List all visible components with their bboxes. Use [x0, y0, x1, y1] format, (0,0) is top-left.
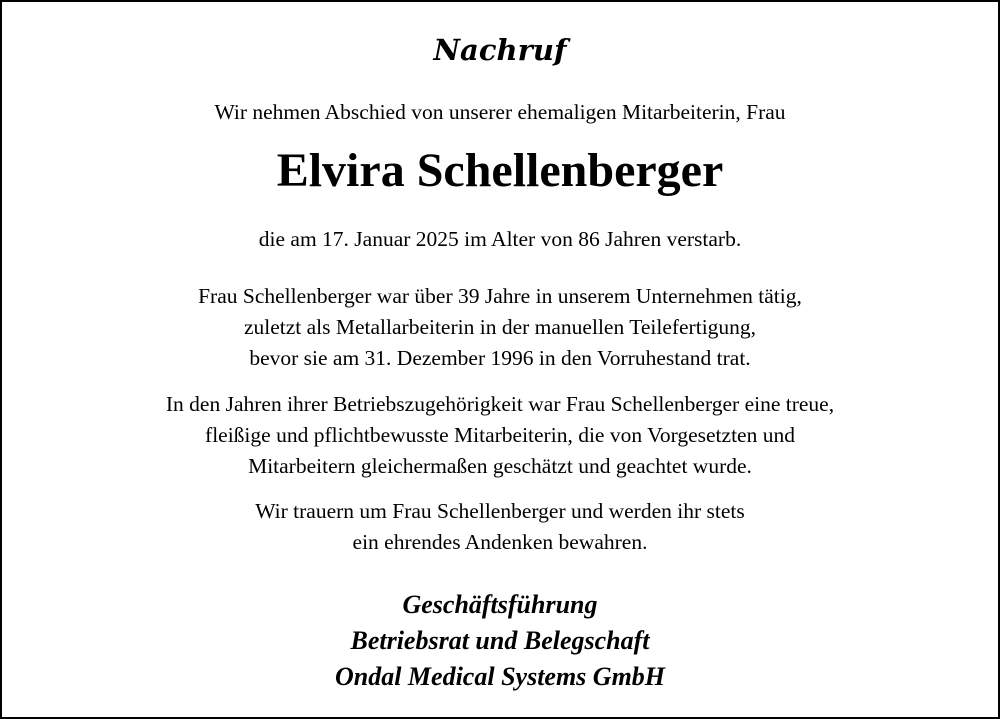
death-date-text: die am 17. Januar 2025 im Alter von 86 Jahren verstarb.	[258, 227, 742, 251]
deceased-name: Elvira Schellenberger	[276, 144, 724, 197]
signatory-management: Geschäftsführung	[402, 590, 598, 619]
paragraph-line: fleißige und pflichtbewusste Mitarbeiterin, die von Vorgesetzten und	[205, 423, 795, 447]
notice-heading: Nachruf	[433, 33, 567, 67]
signatory-works-council: Betriebsrat und Belegschaft	[350, 626, 650, 655]
paragraph-line: In den Jahren ihrer Betriebszugehörigkeit war Frau Schellenberger eine treue,	[165, 392, 835, 416]
career-paragraph	[2, 281, 998, 374]
mourning-paragraph	[2, 496, 998, 558]
paragraph-line: bevor sie am 31. Dezember 1996 in den Vorruhestand trat.	[249, 346, 751, 370]
intro-text: Wir nehmen Abschied von unserer ehemaligen Mitarbeiterin, Frau	[214, 100, 786, 124]
paragraph-line: Frau Schellenberger war über 39 Jahre in unserem Unternehmen tätig,	[198, 284, 802, 308]
paragraph-line: ein ehrendes Andenken bewahren.	[352, 530, 648, 554]
paragraph-line: Mitarbeitern gleichermaßen geschätzt und geachtet wurde.	[248, 454, 752, 478]
paragraph-line: zuletzt als Metallarbeiterin in der manuellen Teilefertigung,	[243, 315, 757, 339]
signatories	[2, 587, 998, 695]
paragraph-line: Wir trauern um Frau Schellenberger und werden ihr stets	[255, 499, 745, 523]
signatory-company: Ondal Medical Systems GmbH	[334, 662, 666, 691]
tribute-paragraph	[2, 389, 998, 482]
